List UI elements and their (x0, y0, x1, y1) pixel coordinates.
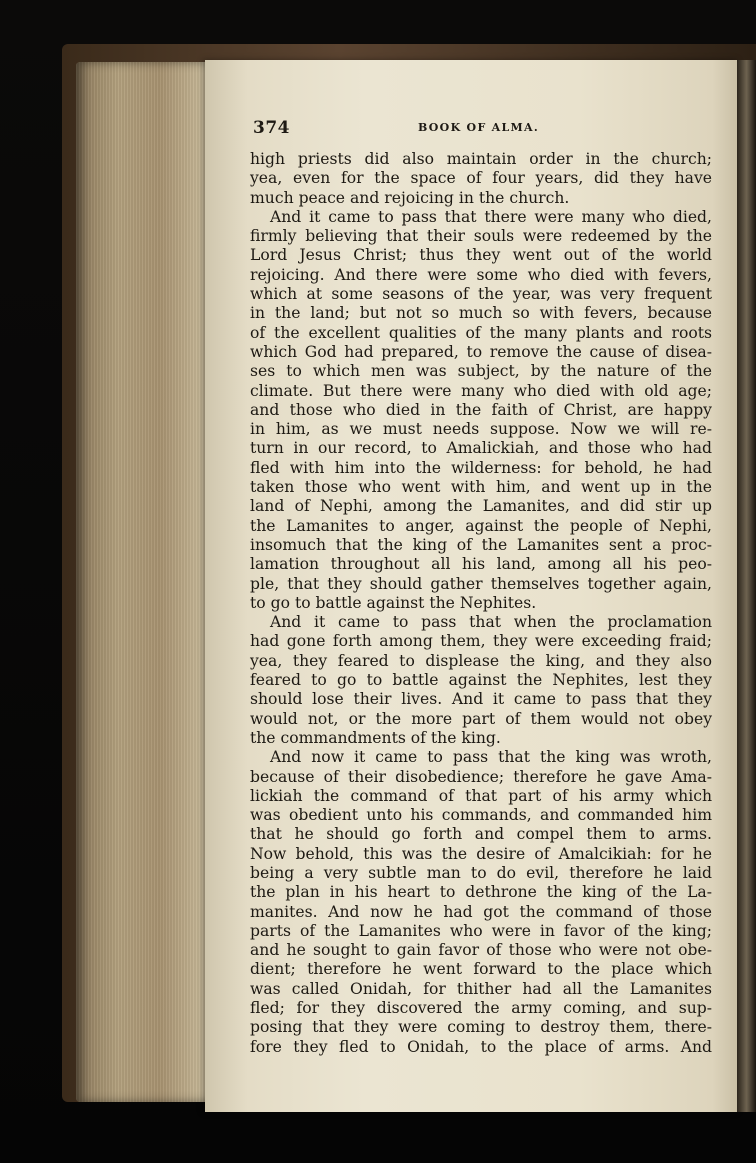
text-line: yea, they feared to displease the king, and they also (250, 651, 712, 670)
text-line: taken those who went with him, and went up in the (250, 478, 712, 497)
text-line: which at some seasons of the year, was very frequent (250, 285, 712, 304)
text-line: would not, or the more part of them would not obey (250, 709, 712, 728)
text-line: high priests did also maintain order in the church; (250, 150, 712, 168)
text-line: because of their disobedience; therefore he gave Ama- (250, 767, 712, 786)
text-line: And it came to pass that there were many who died, (270, 207, 712, 226)
text-line: the commandments of the king. (250, 728, 501, 747)
text-line: the plan in his heart to dethrone the king of the La- (250, 883, 712, 902)
text-line: and those who died in the faith of Christ, are happy (250, 400, 712, 419)
text-line: feared to go to battle against the Nephites, lest they (250, 671, 712, 690)
text-line: and he sought to gain favor of those who were not obe- (250, 941, 712, 960)
text-line: which God had prepared, to remove the cause of disea- (250, 342, 712, 361)
body-text (250, 150, 712, 1057)
page-number: 374 (253, 118, 290, 138)
text-line: yea, even for the space of four years, did they have (250, 169, 712, 188)
text-line: fled; for they discovered the army coming, and sup- (250, 999, 712, 1018)
text-line: climate. But there were many who died with old age; (250, 381, 712, 400)
text-line: being a very subtle man to do evil, therefore he laid (250, 863, 712, 882)
text-line: to go to battle against the Nephites. (250, 593, 537, 612)
text-line: ple, that they should gather themselves together again, (250, 574, 712, 593)
text-line: lamation throughout all his land, among all his peo- (250, 555, 712, 574)
text-line: should lose their lives. And it came to pass that they (250, 690, 712, 709)
text-line: in the land; but not so much so with fevers, because (250, 304, 712, 323)
text-line: in him, as we must needs suppose. Now we will re- (250, 420, 712, 439)
page-edges (76, 62, 216, 1102)
text-line: parts of the Lamanites who were in favor of the king; (250, 921, 712, 940)
text-line: insomuch that the king of the Lamanites sent a proc- (250, 535, 712, 554)
text-line: And now it came to pass that the king was wroth, (270, 748, 712, 767)
text-line: land of Nephi, among the Lamanites, and did stir up (250, 497, 712, 516)
text-line: Now behold, this was the desire of Amalcikiah: for he (250, 844, 712, 863)
text-line: much peace and rejoicing in the church. (250, 188, 570, 207)
text-line: turn in our record, to Amalickiah, and those who had (250, 439, 712, 458)
text-line: ses to which men was subject, by the nature of the (250, 362, 712, 381)
text-line: had gone forth among them, they were exceeding fraid; (250, 632, 712, 651)
text-line: lickiah the command of that part of his army which (250, 786, 712, 805)
page-header (250, 118, 710, 140)
text-line: of the excellent qualities of the many plants and roots (250, 323, 712, 342)
text-line: fled with him into the wilderness: for behold, he had (250, 458, 712, 477)
text-line: dient; therefore he went forward to the place which (250, 960, 712, 979)
text-line: fore they fled to Onidah, to the place of arms. And (250, 1037, 712, 1056)
running-head: BOOK OF ALMA. (418, 121, 539, 134)
text-line: manites. And now he had got the command of those (250, 902, 712, 921)
text-line: was obedient unto his commands, and commanded him (250, 806, 712, 825)
text-line: rejoicing. And there were some who died with fevers, (250, 265, 712, 284)
text-line: Lord Jesus Christ; thus they went out of the world (250, 246, 712, 265)
text-line: firmly believing that their souls were redeemed by the (250, 227, 712, 246)
text-line: And it came to pass that when the proclamation (270, 613, 712, 632)
text-line: was called Onidah, for thither had all the Lamanites (250, 979, 712, 998)
text-line: posing that they were coming to destroy them, there- (250, 1018, 712, 1037)
text-line: that he should go forth and compel them to arms. (250, 825, 712, 844)
text-line: the Lamanites to anger, against the people of Nephi, (250, 516, 712, 535)
gutter-shadow (737, 60, 756, 1112)
